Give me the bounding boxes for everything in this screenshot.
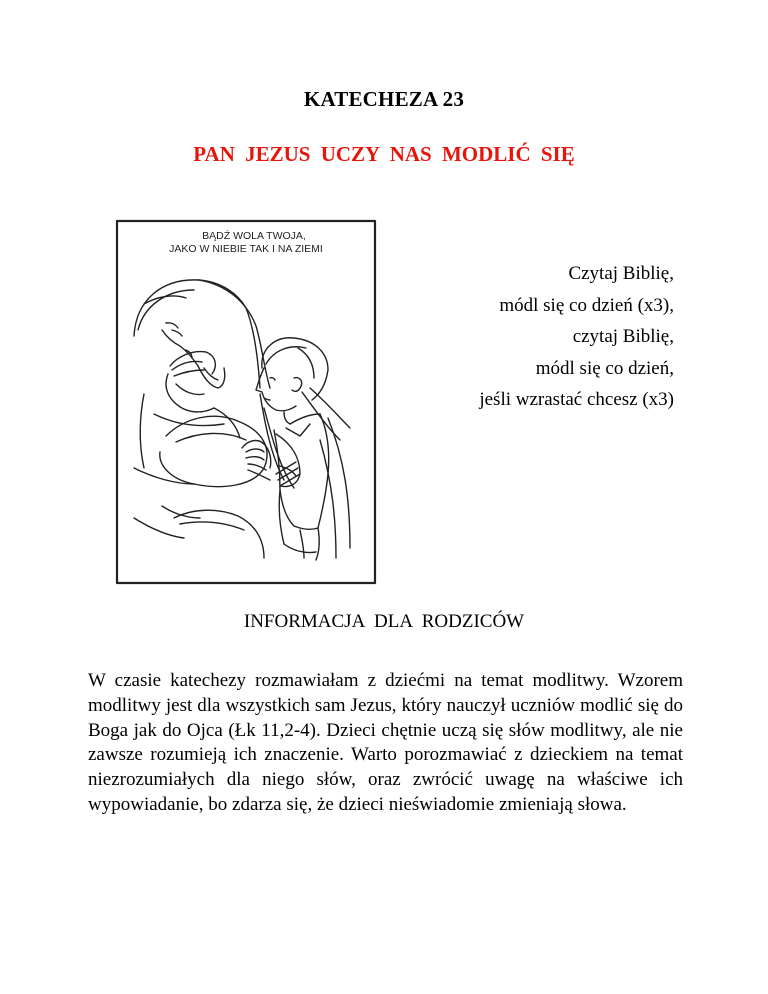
illustration-caption-line-2: JAKO W NIEBIE TAK I NA ZIEMI [169, 243, 323, 255]
lyric-line: módl się co dzień, [535, 357, 674, 379]
lesson-subtitle: PAN JEZUS UCZY NAS MODLIĆ SIĘ [193, 142, 575, 166]
lyric-line: Czytaj Biblię, [568, 263, 674, 284]
boy-figure [242, 338, 329, 560]
jesus-figure [134, 280, 350, 558]
lyric-line: jeśli wzrastać chcesz (x3) [479, 389, 674, 410]
lyric-line: czytaj Biblię, [572, 326, 674, 347]
page-title: KATECHEZA 23 [303, 87, 465, 111]
song-lyrics [479, 258, 674, 416]
cloth-drape [134, 506, 264, 558]
parents-info-body [88, 669, 683, 818]
parents-info-heading: INFORMACJA DLA RODZICÓW [243, 611, 525, 632]
illustration-caption-line-1: BĄDŹ WOLA TWOJA, [202, 230, 306, 242]
lyric-line: módl się co dzień (x3), [499, 294, 674, 316]
info-paragraph: W czasie katechezy rozmawiałam z dziećmi na temat modlitwy. Wzorem modlitwy jest dla wszystkich sam Jezus, który nauczył uczniów modlić się do Boga jak do Ojca (Łk 11,2-4). Dzieci chętnie uczą się słów modlitwy, ale nie zawsze rozumieją ich znaczenie. Warto porozmawiać z dzieckiem na temat niezrozumiałych dla niego słów, oraz zwrócić uwagę na właściwe ich wypowiadanie, bo zdarza się, że dzieci nieświadomie zmieniają słowa. [88, 670, 683, 815]
illustration-frame [117, 221, 375, 583]
coloring-illustration [114, 218, 378, 586]
